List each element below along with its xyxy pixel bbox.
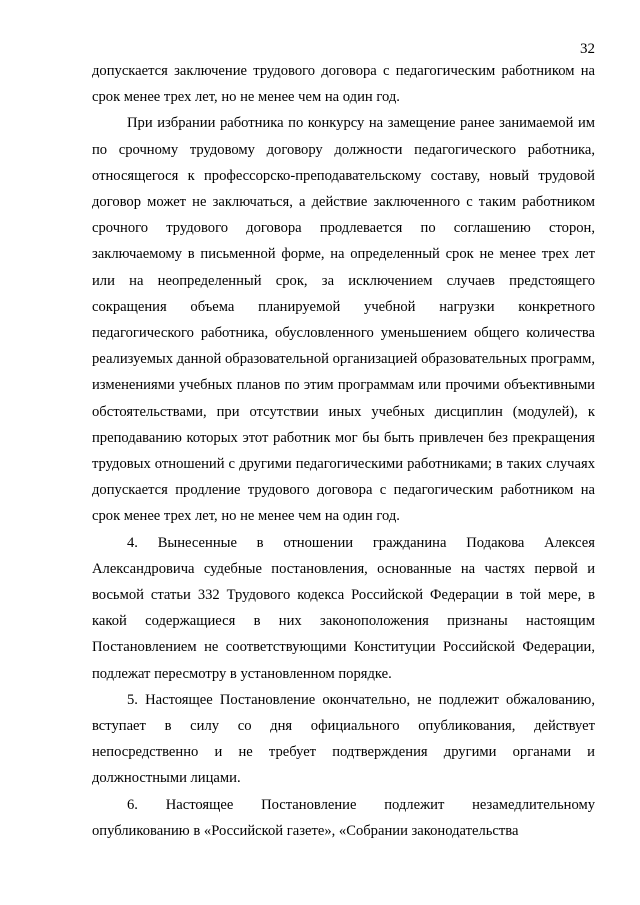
paragraph-continuation: допускается заключение трудового договора с педагогическим работником на срок менее трех лет, но не менее чем на один год. — [92, 63, 595, 106]
paragraph-item-4: 4. Вынесенные в отношении гражданина Подакова Алексея Александровича судебные постановления, основанные на частях первой и восьмой статьи 332 Трудового кодекса Российской Федерации в той мере, в какой содержащиеся в них законоположения признаны настоящим Постановлением не соответствующими Конституции Российской Федерации, подлежат пересмотру в установленном порядке. — [92, 534, 595, 682]
page-number: 32 — [580, 41, 595, 57]
body-text — [92, 58, 595, 844]
paragraph-item-5: 5. Настоящее Постановление окончательно, не подлежит обжалованию, вступает в силу со дня официального опубликования, действует непосредственно и не требует подтверждения другими органами и должностными лицами. — [92, 691, 595, 787]
paragraph-item-6: 6. Настоящее Постановление подлежит незамедлительному опубликованию в «Российской газете», «Собрании законодательства — [92, 796, 595, 839]
paragraph-contest-election: При избрании работника по конкурсу на замещение ранее занимаемой им по срочному трудовому договору должности педагогического работника, относящегося к профессорско-преподавательскому составу, новый трудовой договор может не заключаться, а действие заключенного с таким работником срочного трудового договора продлевается по соглашению сторон, заключаемому в письменной форме, на определенный срок не менее трех лет или на неопределенный срок, за исключением случаев предстоящего сокращения объема планируемой учебной нагрузки конкретного педагогического работника, обусловленного уменьшением общего количества реализуемых данной образовательной организацией образовательных программ, изменениями учебных планов по этим программам или прочими объективными обстоятельствами, при отсутствии иных учебных дисциплин (модулей), к преподаванию которых этот работник мог бы быть привлечен без прекращения трудовых отношений с другими педагогическими работниками; в таких случаях допускается продление трудового договора с педагогическим работником на срок менее трех лет, но не менее чем на один год. — [92, 115, 595, 525]
